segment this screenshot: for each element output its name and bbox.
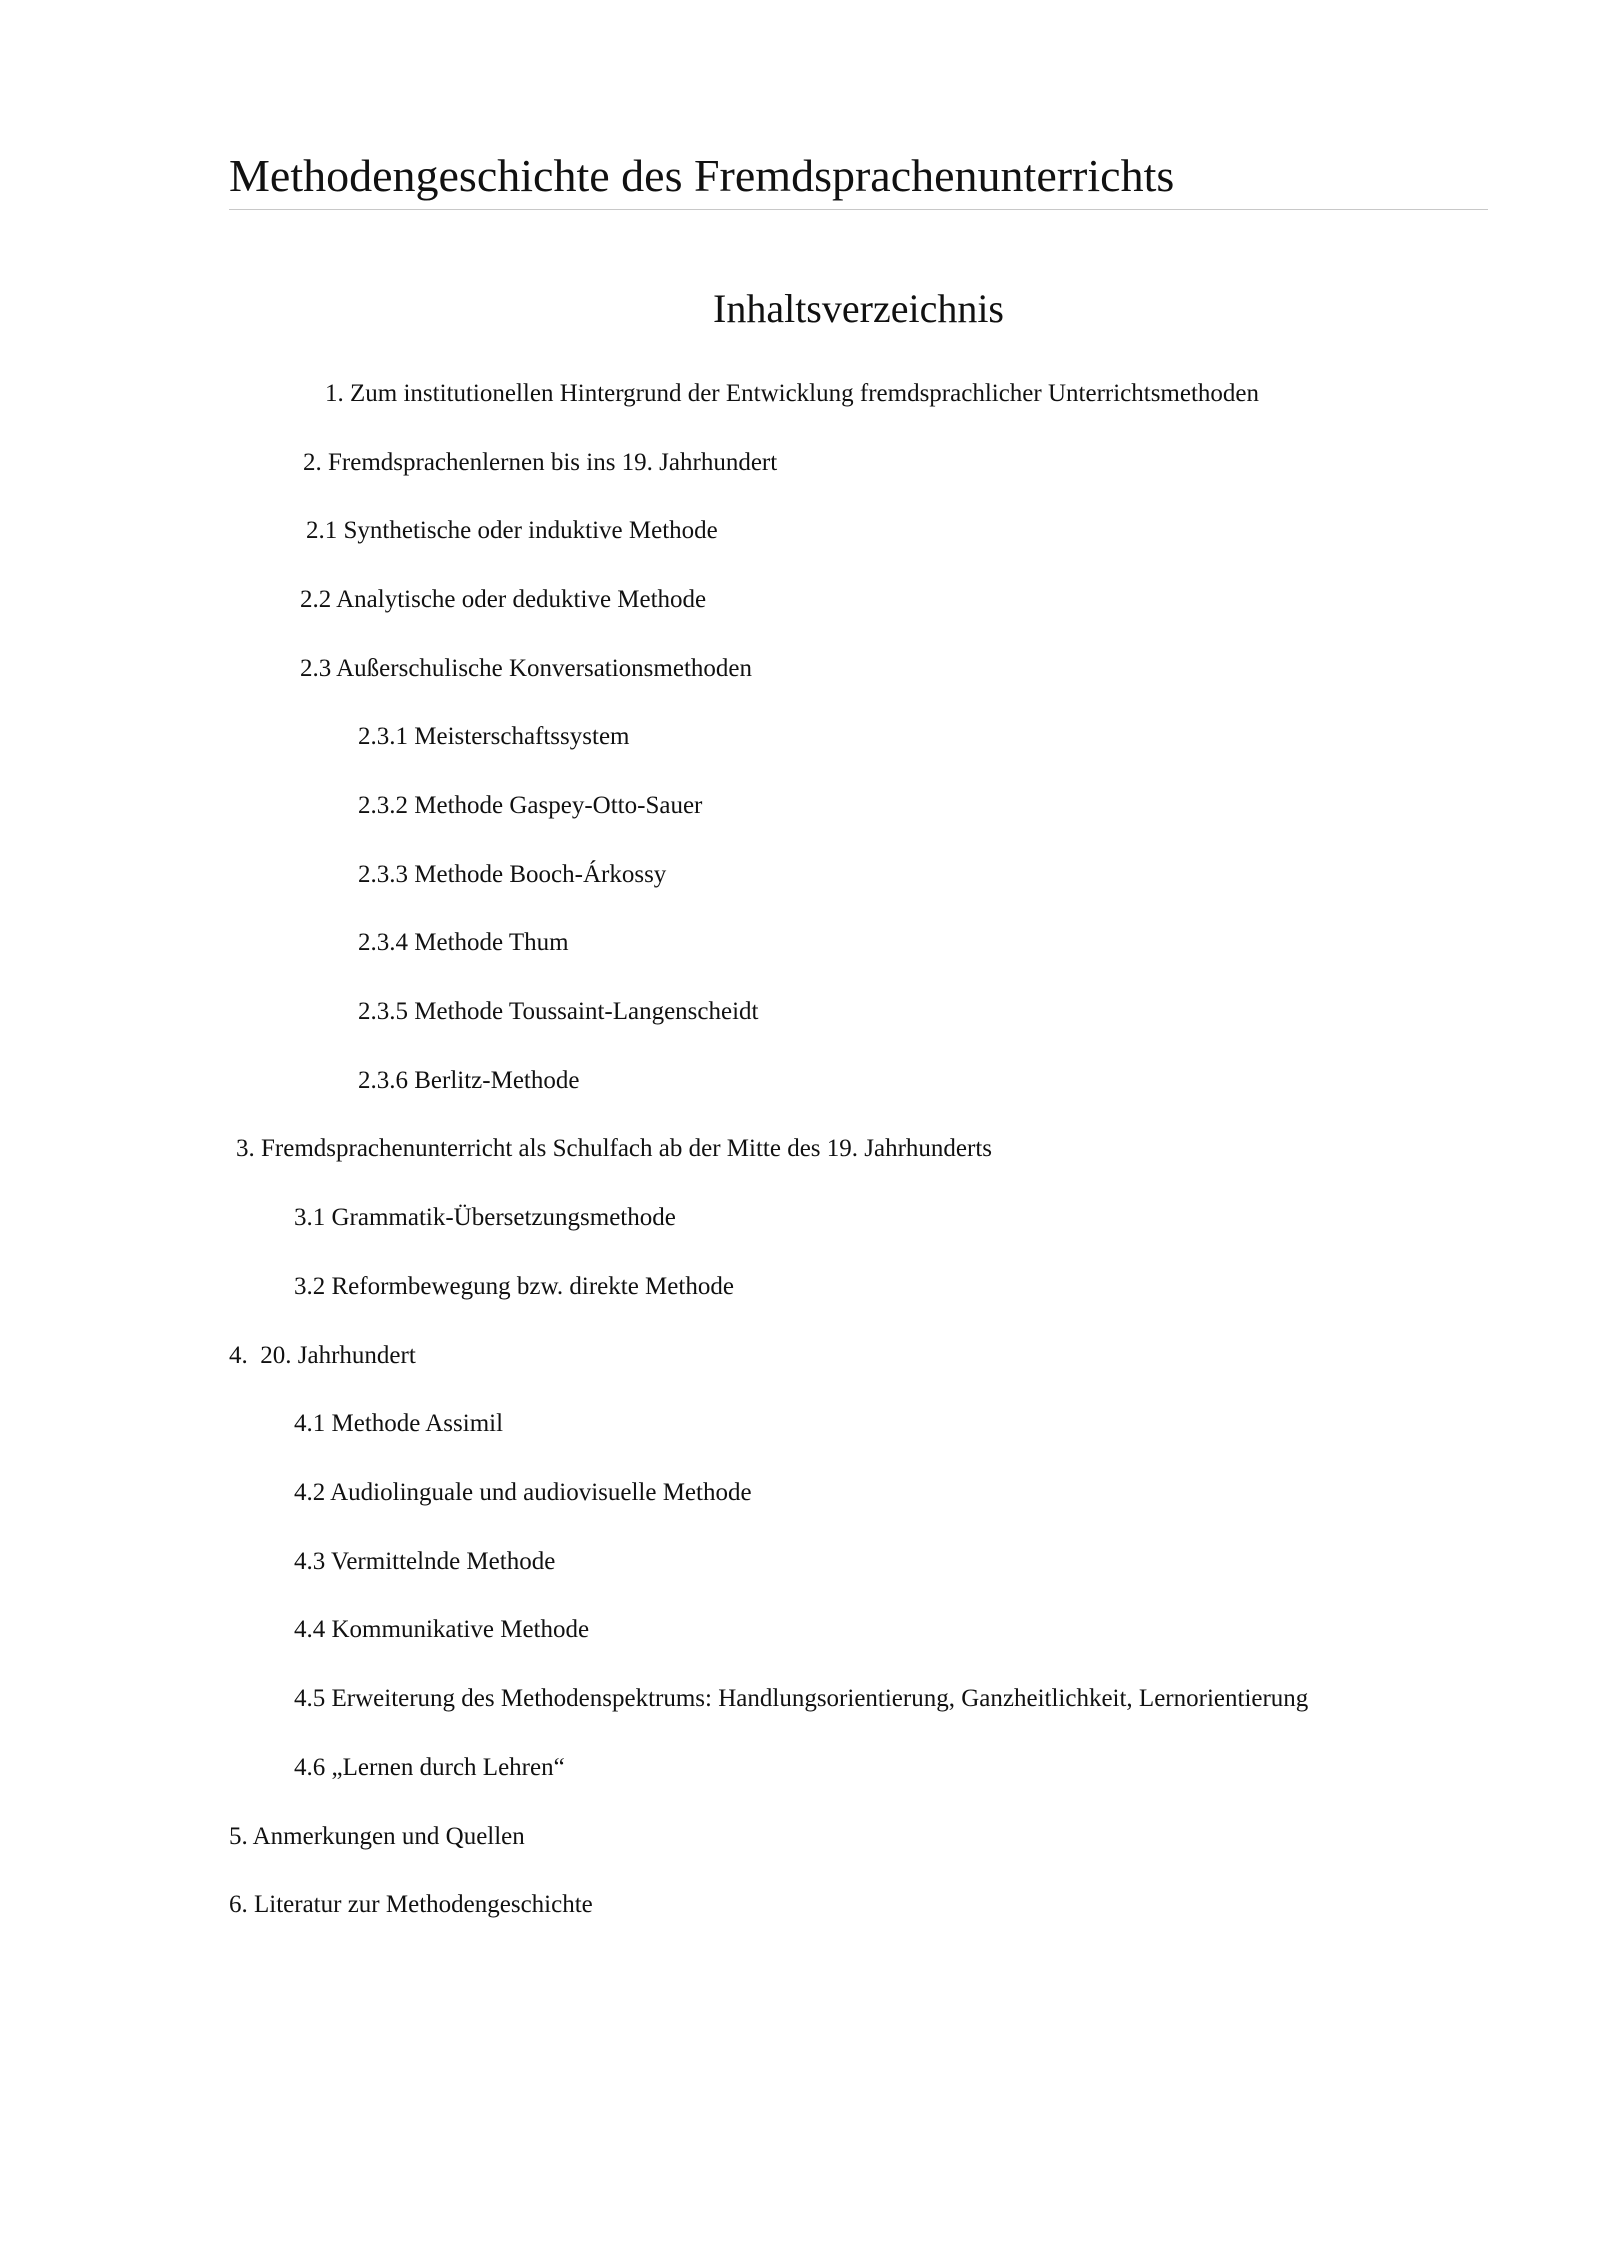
toc-entry-2-3-5: 2.3.5 Methode Toussaint-Langenscheidt bbox=[358, 998, 759, 1025]
toc-entry-2-3-6: 2.3.6 Berlitz-Methode bbox=[358, 1067, 580, 1094]
toc-entry-2-3-3: 2.3.3 Methode Booch-Árkossy bbox=[358, 861, 667, 888]
toc-entry-1: 1. Zum institutionellen Hintergrund der Entwicklung fremdsprachlicher Unterrichtsmethoden bbox=[325, 380, 1260, 407]
toc-entry-4-5: 4.5 Erweiterung des Methodenspektrums: Handlungsorientierung, Ganzheitlichkeit, Lernorientierung bbox=[294, 1685, 1309, 1712]
toc-entry-2-2: 2.2 Analytische oder deduktive Methode bbox=[300, 586, 707, 613]
toc-entry-6: 6. Literatur zur Methodengeschichte bbox=[229, 1891, 593, 1918]
toc-entry-2-1: 2.1 Synthetische oder induktive Methode bbox=[306, 517, 718, 544]
title-underline bbox=[229, 209, 1488, 210]
toc-entry-2: 2. Fremdsprachenlernen bis ins 19. Jahrhundert bbox=[303, 449, 778, 476]
toc-entry-4-6: 4.6 „Lernen durch Lehren“ bbox=[294, 1754, 565, 1781]
toc-entry-2-3: 2.3 Außerschulische Konversationsmethoden bbox=[300, 655, 752, 682]
toc-entry-2-3-2: 2.3.2 Methode Gaspey-Otto-Sauer bbox=[358, 792, 703, 819]
toc-entry-4-2: 4.2 Audiolinguale und audiovisuelle Methode bbox=[294, 1479, 752, 1506]
toc-entry-2-3-4: 2.3.4 Methode Thum bbox=[358, 929, 569, 956]
toc-entry-4-3: 4.3 Vermittelnde Methode bbox=[294, 1548, 556, 1575]
toc-entry-4-4: 4.4 Kommunikative Methode bbox=[294, 1616, 590, 1643]
toc-entry-3-1: 3.1 Grammatik-Übersetzungsmethode bbox=[294, 1204, 676, 1231]
toc-entry-3-2: 3.2 Reformbewegung bzw. direkte Methode bbox=[294, 1273, 734, 1300]
toc-entry-5: 5. Anmerkungen und Quellen bbox=[229, 1823, 525, 1850]
toc-entry-4-1: 4.1 Methode Assimil bbox=[294, 1410, 504, 1437]
toc-heading: Inhaltsverzeichnis bbox=[713, 286, 1004, 331]
document-title: Methodengeschichte des Fremdsprachenunterrichts bbox=[229, 150, 1175, 201]
toc-entry-4: 4. 20. Jahrhundert bbox=[229, 1342, 416, 1369]
toc-entry-3: 3. Fremdsprachenunterricht als Schulfach ab der Mitte des 19. Jahrhunderts bbox=[236, 1135, 993, 1162]
toc-entry-2-3-1: 2.3.1 Meisterschaftssystem bbox=[358, 723, 630, 750]
